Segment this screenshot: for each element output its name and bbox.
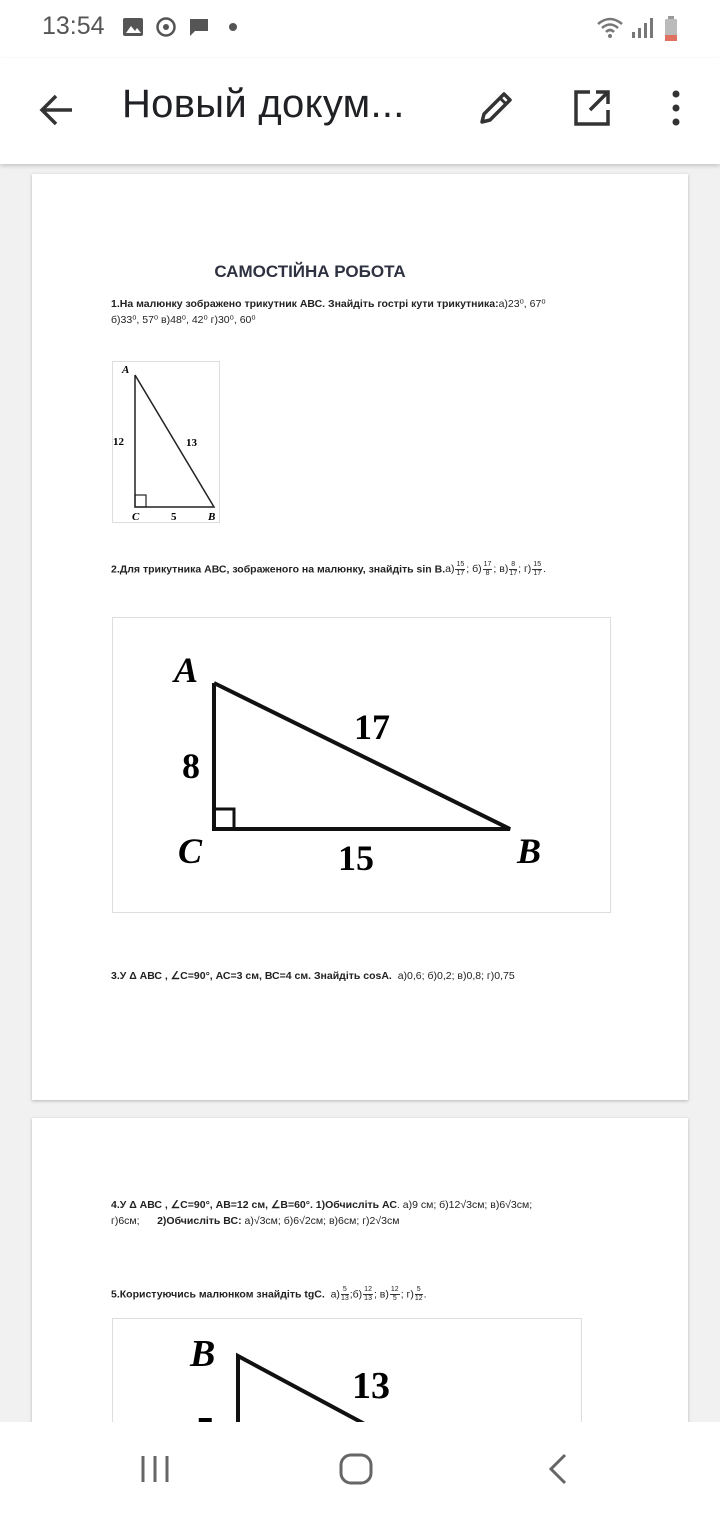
- figure-1-label-a: A: [122, 364, 130, 376]
- figure-2-label-cb: 15: [338, 838, 374, 878]
- battery-icon: [664, 16, 678, 42]
- q2-end: .: [543, 563, 547, 576]
- q5-option-d: ; г): [400, 1288, 414, 1301]
- figure-3-label-left: [196, 1410, 215, 1422]
- back-arrow-icon[interactable]: [36, 90, 76, 130]
- q2-option-a: а): [445, 563, 455, 576]
- question-4: [111, 1197, 601, 1229]
- figure-1-label-c: C: [132, 511, 140, 523]
- question-4-answers-1b: г)6см;: [111, 1215, 140, 1227]
- q2-c-denominator: 17: [509, 570, 518, 577]
- question-2: [111, 561, 641, 578]
- figure-1-label-b: B: [208, 511, 216, 523]
- figure-2-label-ab: 17: [354, 707, 390, 747]
- home-icon[interactable]: [338, 1452, 374, 1486]
- navigation-bar: [0, 1422, 720, 1520]
- document-title: Новый докум...: [122, 82, 405, 126]
- sync-icon: [155, 16, 177, 38]
- back-icon[interactable]: [545, 1452, 571, 1486]
- q2-option-d-fraction: [532, 561, 542, 578]
- image-icon: [122, 16, 144, 38]
- question-1-answers-line1: а)23⁰, 67⁰: [498, 298, 546, 310]
- q2-d-denominator: 17: [533, 570, 542, 577]
- q5-b-denominator: 13: [364, 1295, 372, 1302]
- figure-3-label-side: 13: [352, 1365, 390, 1407]
- figure-1-label-cb: 5: [171, 511, 177, 523]
- question-5-title: 5.Користуючись малюнком знайдіть tgC.: [111, 1288, 325, 1301]
- q5-d-numerator: 5: [416, 1286, 421, 1293]
- q2-option-a-fraction: [455, 561, 465, 578]
- question-5: [111, 1286, 611, 1303]
- question-1-answers-line2: б)33⁰, 57⁰ в)48⁰, 42⁰ г)30⁰, 60⁰: [111, 314, 256, 326]
- figure-1-label-ab: 13: [186, 437, 197, 449]
- status-bar: [0, 0, 720, 58]
- figure-2-triangle: [112, 617, 611, 913]
- question-3-answers: а)0,6; б)0,2; в)0,8; г)0,75: [397, 970, 515, 982]
- q2-option-d: ; г): [518, 563, 532, 576]
- question-1: [111, 296, 611, 328]
- question-4-title: 4.У Δ АВС , ∠С=90°, АВ=12 см, ∠В=60°. 1)Обчисліть АС: [111, 1199, 397, 1211]
- question-4-title-2: 2)Обчисліть ВС:: [157, 1215, 242, 1227]
- q2-b-numerator: 17: [483, 561, 492, 568]
- q5-a-denominator: 13: [340, 1295, 349, 1302]
- q2-d-numerator: 15: [533, 561, 542, 568]
- question-2-title: 2.Для трикутника АВС, зображеного на малюнку, знайдіть sin B.: [111, 563, 446, 576]
- q5-option-c: ; в): [373, 1288, 389, 1301]
- q5-option-a-fraction: [341, 1286, 349, 1303]
- q2-a-numerator: 15: [456, 561, 465, 568]
- question-1-title: 1.На малюнку зображено трикутник АВС. Знайдіть гострі кути трикутника:: [111, 298, 499, 310]
- q5-c-numerator: 12: [390, 1286, 399, 1293]
- more-vert-icon[interactable]: [664, 88, 688, 128]
- message-icon: [188, 16, 210, 38]
- status-time: 13:54: [42, 12, 105, 40]
- document-heading: САМОСТІЙНА РОБОТА: [214, 262, 406, 281]
- q5-option-b-fraction: [363, 1286, 373, 1303]
- question-4-answers-2: а)√3см; б)6√2см; в)6см; г)2√3см: [241, 1215, 400, 1227]
- q5-end: .: [423, 1288, 427, 1301]
- figure-1-label-ac: 12: [113, 436, 124, 448]
- q5-b-numerator: 12: [364, 1286, 372, 1293]
- q5-c-denominator: 5: [392, 1295, 397, 1302]
- figure-3-triangle: [112, 1318, 582, 1422]
- figure-3-label-b: B: [190, 1333, 216, 1375]
- q5-option-c-fraction: [390, 1286, 400, 1303]
- document-page-1: [32, 174, 688, 1100]
- open-external-icon[interactable]: [572, 88, 612, 128]
- signal-icon: [630, 16, 654, 40]
- q5-option-b: ;б): [349, 1288, 363, 1301]
- q2-option-c: ; в): [493, 563, 509, 576]
- q5-a-numerator: 5: [342, 1286, 347, 1293]
- q2-option-c-fraction: [509, 561, 517, 578]
- wifi-icon: [596, 16, 624, 40]
- figure-2-label-b: B: [517, 831, 542, 871]
- dot-icon: [228, 22, 238, 32]
- q2-c-numerator: 8: [511, 561, 516, 568]
- q2-option-b: ; б): [466, 563, 482, 576]
- q2-a-denominator: 17: [456, 570, 465, 577]
- q5-d-denominator: 12: [414, 1295, 423, 1302]
- pencil-icon[interactable]: [476, 88, 516, 128]
- app-bar: [0, 58, 720, 164]
- q5-option-d-fraction: [415, 1286, 423, 1303]
- figure-2-label-ac: 8: [182, 746, 200, 786]
- question-3-title: 3.У Δ АВС , ∠С=90°, АС=3 см, ВС=4 см. Знайдіть cosА.: [111, 970, 392, 982]
- figure-2-label-a: A: [174, 650, 199, 690]
- question-4-answers-1: . а)9 см; б)12√3см; в)6√3см;: [396, 1199, 533, 1211]
- figure-1-triangle: [112, 361, 220, 523]
- recents-icon[interactable]: [138, 1452, 172, 1486]
- q2-b-denominator: 8: [485, 570, 490, 577]
- figure-2-label-c: C: [178, 831, 203, 871]
- q5-option-a: а): [330, 1288, 340, 1301]
- q2-option-b-fraction: [483, 561, 493, 578]
- question-3: [111, 968, 641, 984]
- document-page-2: [32, 1118, 688, 1422]
